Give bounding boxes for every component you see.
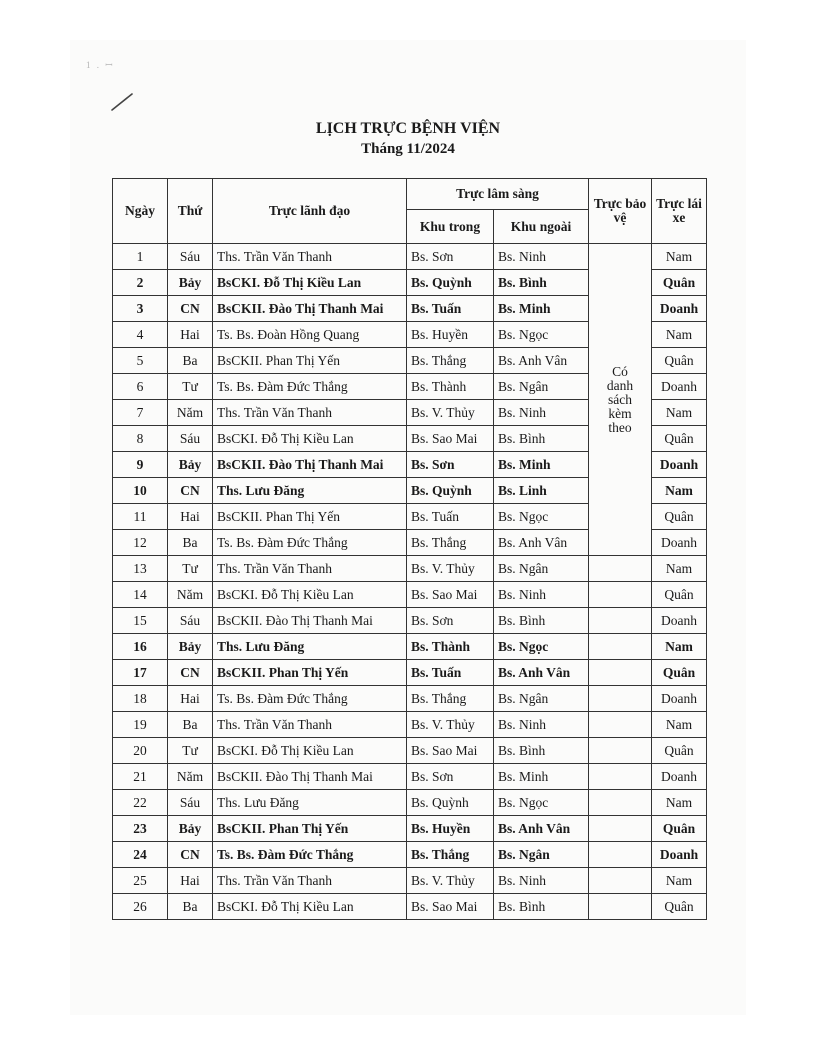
cell-khu-ngoai: Bs. Anh Vân (494, 530, 589, 556)
page-title: LỊCH TRỰC BỆNH VIỆN (315, 120, 501, 137)
cell-khu-ngoai: Bs. Ngọc (494, 790, 589, 816)
cell-truc-lanh-dao: Ths. Lưu Đăng (213, 634, 407, 660)
cell-ngay: 11 (113, 504, 168, 530)
cell-khu-ngoai: Bs. Ninh (494, 400, 589, 426)
cell-ngay: 19 (113, 712, 168, 738)
cell-khu-trong: Bs. Sao Mai (407, 894, 494, 920)
cell-truc-lanh-dao: BsCKII. Đào Thị Thanh Mai (213, 452, 407, 478)
cell-truc-bao-ve (589, 790, 652, 816)
table-row (113, 712, 707, 738)
cell-truc-lanh-dao: Ths. Trần Văn Thanh (213, 868, 407, 894)
cell-truc-lai-xe: Nam (652, 400, 707, 426)
cell-truc-lai-xe: Doanh (652, 452, 707, 478)
cell-khu-ngoai: Bs. Ngọc (494, 504, 589, 530)
cell-truc-lanh-dao: BsCKII. Phan Thị Yến (213, 504, 407, 530)
cell-thu: Bảy (168, 816, 213, 842)
cell-ngay: 21 (113, 764, 168, 790)
security-note: Có danh sách kèm theo (606, 363, 634, 435)
table-row (113, 790, 707, 816)
cell-khu-ngoai: Bs. Anh Vân (494, 660, 589, 686)
cell-ngay: 18 (113, 686, 168, 712)
cell-khu-trong: Bs. Thành (407, 374, 494, 400)
cell-truc-lai-xe: Quân (652, 426, 707, 452)
cell-thu: Hai (168, 686, 213, 712)
cell-truc-lanh-dao: BsCKII. Phan Thị Yến (213, 816, 407, 842)
table-row (113, 608, 707, 634)
cell-khu-ngoai: Bs. Bình (494, 738, 589, 764)
table-row (113, 894, 707, 920)
cell-truc-lanh-dao: BsCKI. Đỗ Thị Kiều Lan (213, 426, 407, 452)
header-truc-bao-ve: Trực bảo vệ (589, 179, 652, 244)
cell-khu-ngoai: Bs. Ninh (494, 712, 589, 738)
cell-khu-trong: Bs. Sơn (407, 608, 494, 634)
cell-ngay: 9 (113, 452, 168, 478)
cell-truc-bao-ve (589, 764, 652, 790)
cell-truc-lanh-dao: BsCKII. Đào Thị Thanh Mai (213, 608, 407, 634)
cell-truc-bao-ve (589, 868, 652, 894)
cell-truc-lai-xe: Doanh (652, 374, 707, 400)
cell-truc-lanh-dao: BsCKII. Đào Thị Thanh Mai (213, 764, 407, 790)
pen-stroke-mark (110, 90, 136, 112)
cell-khu-trong: Bs. Tuấn (407, 504, 494, 530)
cell-khu-trong: Bs. Thắng (407, 348, 494, 374)
cell-khu-ngoai: Bs. Ngân (494, 374, 589, 400)
cell-ngay: 23 (113, 816, 168, 842)
cell-truc-lanh-dao: Ths. Trần Văn Thanh (213, 712, 407, 738)
cell-khu-trong: Bs. Thắng (407, 842, 494, 868)
table-row (113, 842, 707, 868)
cell-ngay: 25 (113, 868, 168, 894)
cell-khu-trong: Bs. Thành (407, 634, 494, 660)
cell-truc-lai-xe: Quân (652, 348, 707, 374)
cell-truc-lanh-dao: Ts. Bs. Đàm Đức Thắng (213, 842, 407, 868)
cell-khu-ngoai: Bs. Ngân (494, 686, 589, 712)
cell-khu-trong: Bs. Sao Mai (407, 582, 494, 608)
cell-thu: CN (168, 478, 213, 504)
cell-khu-ngoai: Bs. Linh (494, 478, 589, 504)
table-row (113, 244, 707, 270)
cell-khu-trong: Bs. Huyền (407, 322, 494, 348)
cell-khu-trong: Bs. V. Thủy (407, 556, 494, 582)
cell-ngay: 26 (113, 894, 168, 920)
cell-khu-trong: Bs. Sao Mai (407, 738, 494, 764)
cell-truc-lai-xe: Nam (652, 868, 707, 894)
cell-truc-lai-xe: Doanh (652, 842, 707, 868)
cell-thu: Năm (168, 582, 213, 608)
cell-thu: Ba (168, 348, 213, 374)
cell-khu-trong: Bs. Quỳnh (407, 270, 494, 296)
cell-truc-bao-ve (589, 686, 652, 712)
cell-truc-bao-ve (589, 582, 652, 608)
cell-thu: Bảy (168, 634, 213, 660)
cell-truc-lai-xe: Doanh (652, 608, 707, 634)
cell-thu: Sáu (168, 244, 213, 270)
cell-thu: Sáu (168, 426, 213, 452)
cell-truc-lanh-dao: BsCKI. Đỗ Thị Kiều Lan (213, 894, 407, 920)
cell-thu: Hai (168, 868, 213, 894)
cell-khu-ngoai: Bs. Ninh (494, 582, 589, 608)
table-row (113, 660, 707, 686)
cell-khu-trong: Bs. Sơn (407, 452, 494, 478)
cell-truc-bao-ve (589, 712, 652, 738)
cell-truc-lai-xe: Quân (652, 738, 707, 764)
cell-truc-lai-xe: Doanh (652, 296, 707, 322)
page-subtitle: Tháng 11/2024 (361, 141, 455, 157)
cell-khu-trong: Bs. V. Thủy (407, 868, 494, 894)
cell-khu-ngoai: Bs. Ngân (494, 556, 589, 582)
header-ngay: Ngày (113, 179, 168, 244)
cell-truc-bao-ve (589, 608, 652, 634)
cell-truc-bao-ve (589, 842, 652, 868)
table-row (113, 556, 707, 582)
cell-thu: Tư (168, 556, 213, 582)
cell-truc-lai-xe: Doanh (652, 764, 707, 790)
cell-truc-lai-xe: Doanh (652, 530, 707, 556)
cell-ngay: 3 (113, 296, 168, 322)
cell-ngay: 13 (113, 556, 168, 582)
cell-truc-bao-ve (589, 634, 652, 660)
cell-khu-trong: Bs. V. Thủy (407, 712, 494, 738)
cell-thu: Hai (168, 504, 213, 530)
cell-truc-lai-xe: Nam (652, 634, 707, 660)
cell-thu: Tư (168, 738, 213, 764)
table-row (113, 686, 707, 712)
header-khu-ngoai: Khu ngoài (494, 210, 589, 244)
cell-truc-lanh-dao: Ts. Bs. Đoàn Hồng Quang (213, 322, 407, 348)
cell-ngay: 4 (113, 322, 168, 348)
corner-scribble: 1 . ꟷ (86, 60, 115, 70)
cell-thu: Ba (168, 712, 213, 738)
cell-truc-bao-ve (589, 816, 652, 842)
cell-truc-lai-xe: Doanh (652, 686, 707, 712)
cell-khu-trong: Bs. Sơn (407, 244, 494, 270)
table-row (113, 816, 707, 842)
cell-truc-lai-xe: Nam (652, 322, 707, 348)
cell-khu-ngoai: Bs. Anh Vân (494, 348, 589, 374)
cell-thu: CN (168, 296, 213, 322)
cell-truc-lanh-dao: BsCKII. Đào Thị Thanh Mai (213, 296, 407, 322)
cell-truc-lai-xe: Nam (652, 790, 707, 816)
cell-truc-lai-xe: Quân (652, 270, 707, 296)
cell-ngay: 5 (113, 348, 168, 374)
cell-khu-trong: Bs. Tuấn (407, 296, 494, 322)
cell-truc-lai-xe: Quân (652, 582, 707, 608)
cell-thu: CN (168, 660, 213, 686)
table-row (113, 764, 707, 790)
cell-ngay: 8 (113, 426, 168, 452)
cell-thu: Bảy (168, 270, 213, 296)
cell-khu-trong: Bs. V. Thủy (407, 400, 494, 426)
cell-khu-ngoai: Bs. Minh (494, 764, 589, 790)
header-truc-lam-sang: Trực lâm sàng (407, 179, 589, 210)
cell-thu: Sáu (168, 608, 213, 634)
cell-ngay: 24 (113, 842, 168, 868)
cell-ngay: 7 (113, 400, 168, 426)
cell-truc-lanh-dao: Ts. Bs. Đàm Đức Thắng (213, 530, 407, 556)
cell-thu: CN (168, 842, 213, 868)
cell-truc-lanh-dao: BsCKII. Phan Thị Yến (213, 660, 407, 686)
cell-ngay: 22 (113, 790, 168, 816)
cell-ngay: 14 (113, 582, 168, 608)
cell-khu-ngoai: Bs. Ninh (494, 244, 589, 270)
cell-khu-ngoai: Bs. Bình (494, 426, 589, 452)
table-header-row (113, 179, 707, 210)
duty-schedule-table (112, 178, 707, 920)
cell-truc-bao-ve (589, 894, 652, 920)
cell-khu-trong: Bs. Huyền (407, 816, 494, 842)
cell-truc-lanh-dao: BsCKI. Đỗ Thị Kiều Lan (213, 582, 407, 608)
cell-khu-trong: Bs. Thắng (407, 686, 494, 712)
cell-truc-lanh-dao: Ths. Lưu Đăng (213, 478, 407, 504)
cell-ngay: 16 (113, 634, 168, 660)
cell-ngay: 6 (113, 374, 168, 400)
cell-truc-lanh-dao: BsCKII. Phan Thị Yến (213, 348, 407, 374)
cell-khu-ngoai: Bs. Minh (494, 296, 589, 322)
cell-truc-bao-ve (589, 556, 652, 582)
cell-khu-ngoai: Bs. Ngọc (494, 322, 589, 348)
cell-khu-ngoai: Bs. Bình (494, 894, 589, 920)
cell-truc-lai-xe: Quân (652, 660, 707, 686)
header-thu: Thứ (168, 179, 213, 244)
cell-khu-ngoai: Bs. Ngọc (494, 634, 589, 660)
table-row (113, 738, 707, 764)
cell-khu-ngoai: Bs. Bình (494, 608, 589, 634)
table-row (113, 868, 707, 894)
cell-khu-ngoai: Bs. Minh (494, 452, 589, 478)
cell-ngay: 20 (113, 738, 168, 764)
header-truc-lanh-dao: Trực lãnh đạo (213, 179, 407, 244)
cell-khu-trong: Bs. Quỳnh (407, 790, 494, 816)
header-khu-trong: Khu trong (407, 210, 494, 244)
cell-thu: Bảy (168, 452, 213, 478)
table-row (113, 634, 707, 660)
cell-khu-trong: Bs. Thắng (407, 530, 494, 556)
cell-thu: Năm (168, 400, 213, 426)
cell-khu-ngoai: Bs. Ninh (494, 868, 589, 894)
cell-khu-ngoai: Bs. Anh Vân (494, 816, 589, 842)
cell-truc-lai-xe: Quân (652, 504, 707, 530)
cell-khu-trong: Bs. Sao Mai (407, 426, 494, 452)
cell-truc-lanh-dao: Ths. Lưu Đăng (213, 790, 407, 816)
cell-truc-lai-xe: Quân (652, 894, 707, 920)
cell-truc-lai-xe: Nam (652, 556, 707, 582)
table-body (113, 244, 707, 920)
cell-truc-lai-xe: Nam (652, 244, 707, 270)
header-truc-lai-xe: Trực lái xe (652, 179, 707, 244)
cell-khu-ngoai: Bs. Ngân (494, 842, 589, 868)
cell-thu: Ba (168, 894, 213, 920)
cell-thu: Hai (168, 322, 213, 348)
cell-truc-bao-ve (589, 738, 652, 764)
cell-truc-lanh-dao: Ts. Bs. Đàm Đức Thắng (213, 374, 407, 400)
cell-ngay: 2 (113, 270, 168, 296)
cell-thu: Năm (168, 764, 213, 790)
cell-ngay: 1 (113, 244, 168, 270)
cell-truc-lanh-dao: BsCKI. Đỗ Thị Kiều Lan (213, 738, 407, 764)
cell-ngay: 10 (113, 478, 168, 504)
cell-khu-trong: Bs. Sơn (407, 764, 494, 790)
cell-ngay: 12 (113, 530, 168, 556)
cell-truc-lai-xe: Nam (652, 712, 707, 738)
cell-khu-trong: Bs. Tuấn (407, 660, 494, 686)
cell-truc-lanh-dao: Ths. Trần Văn Thanh (213, 244, 407, 270)
cell-thu: Sáu (168, 790, 213, 816)
cell-khu-trong: Bs. Quỳnh (407, 478, 494, 504)
cell-khu-ngoai: Bs. Bình (494, 270, 589, 296)
cell-truc-lai-xe: Quân (652, 816, 707, 842)
cell-thu: Ba (168, 530, 213, 556)
cell-truc-lanh-dao: Ths. Trần Văn Thanh (213, 556, 407, 582)
cell-truc-lai-xe: Nam (652, 478, 707, 504)
cell-thu: Tư (168, 374, 213, 400)
cell-truc-bao-ve (589, 660, 652, 686)
cell-truc-lanh-dao: BsCKI. Đỗ Thị Kiều Lan (213, 270, 407, 296)
cell-ngay: 17 (113, 660, 168, 686)
cell-truc-bao-ve-merged (589, 244, 652, 556)
cell-ngay: 15 (113, 608, 168, 634)
cell-truc-lanh-dao: Ths. Trần Văn Thanh (213, 400, 407, 426)
table-row (113, 582, 707, 608)
cell-truc-lanh-dao: Ts. Bs. Đàm Đức Thắng (213, 686, 407, 712)
